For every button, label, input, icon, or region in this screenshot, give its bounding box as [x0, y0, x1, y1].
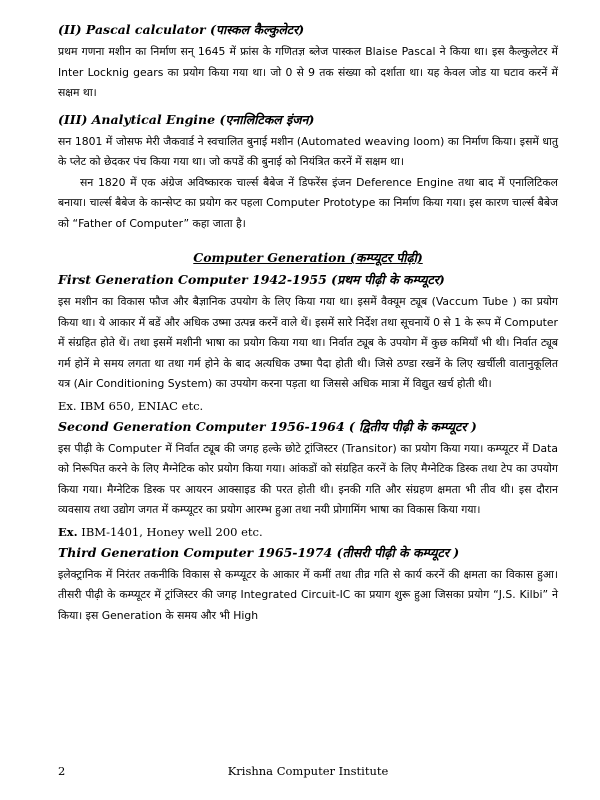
second-generation-example	[58, 521, 558, 543]
analytical-paragraph-2: सन 1820 में एक अंग्रेज अविष्कारक चार्ल्स बैबेज नें डिफरेंस इंजन Deference Engine तथा बाद में एनालिटिकल बनाया। चार्ल्स बैबेज के कान्सेप्ट का प्रयोग कर पहला Computer Prototype का निर्माण किया गया। इस कारण चार्ल्स बैबेज को “Father of Computer” कहा जाता है।	[58, 175, 558, 230]
pascal-paragraph: प्रथम गणना मशीन का निर्माण सन् 1645 में फ्रांस के गणितज्ञ ब्लेज पास्कल Blaise Pascal ने किया था। इस कैल्कुलेटर में Inter Locknig gears का प्रयोग किया गया था। जो 0 से 9 तक संख्या को दर्शाता था। यह केवल जोड या घटाव करनें में सक्षम था।	[58, 45, 558, 99]
example-text: IBM-1401, Honey well 200 etc.	[77, 524, 263, 539]
third-generation-heading: Third Generation Computer 1965-1974 (तीसरी पीढ़ी के कम्प्यूटर )	[58, 544, 460, 560]
pascal-heading: (II) Pascal calculator (पास्कल कैल्कुलेटर)	[58, 22, 305, 37]
generation-heading: Computer Generation (कम्प्यूटर पीढ़ी)	[193, 250, 423, 265]
analytical-paragraph-1: सन 1801 में जोसफ मेरी जैकवार्ड ने स्वचालित बुनाई मशीन (Automated weaving loom) का निर्माण किया। इसमें धातु के प्लेट को छेदकर पंच किया गया था। जो कपडें की बुनाई को नियंत्रित करनें में सक्षम था।	[58, 134, 558, 168]
first-generation-example: Ex. IBM 650, ENIAC etc.	[58, 398, 204, 413]
analytical-heading: (III) Analytical Engine (एनालिटिकल इंजन)	[58, 111, 315, 127]
first-generation-paragraph: इस मशीन का विकास फौज और बैज्ञानिक उपयोग के लिए किया गया था। इसमें वैक्यूम ट्यूब (Vaccum Tube ) का प्रयोग किया था। ये आकार में बडें और अधिक उष्मा उत्पन्न करनें वाले थें। इसमें सारे निर्देश तथा सूचनायें 0 से 1 के रूप में Computer में संग्रहित होते थें। तथा इसमें मशीनी भाषा का प्रयोग किया गया था। निर्वात ट्यूब के उपयोग में कुछ कमियाँ भी थी। निर्वात ट्यूब गर्म होनें मे समय लगता था तथा गर्म होने के बाद अत्यधिक उष्मा पैदा होती थी। जिसे ठण्डा रखनें के लिए खर्चीली वातानुकूलित यत्र (Air Conditioning System) का उपयोग करना पड़ता था जिससे अधिक मात्रा में विद्युत खर्च होती थी।	[58, 295, 558, 390]
page-number: 2	[58, 764, 66, 778]
example-label: Ex.	[58, 524, 78, 539]
page-footer	[58, 764, 558, 782]
second-generation-heading: Second Generation Computer 1956-1964 ( द्वितीय पीढ़ी के कम्प्यूटर )	[58, 418, 477, 434]
third-generation-paragraph: इलेक्ट्रानिक में निरंतर तकनीकि विकास से कम्प्यूटर के आकार में कमीं तथा तीव्र गति से कार्य करनें की क्षमता का विकास हुआ। तीसरी पीढ़ी के कम्प्यूटर में ट्रांजिस्टर की जगह Integrated Circuit-IC का प्रयाग शुरू हुआ जिसका प्रयोग “J.S. Kilbi” ने किया। इस Generation के समय और भी High	[58, 567, 558, 622]
document-page	[58, 20, 558, 626]
first-generation-heading: First Generation Computer 1942-1955 (प्रथम पीढ़ी के कम्प्यूटर)	[58, 272, 445, 287]
second-generation-paragraph: इस पीढ़ी के Computer में निर्वात ट्यूब की जगह हल्के छोटे ट्रांजिस्टर (Transitor) का प्रयोग किया गया। कम्प्यूटर में Data को निरूपित करने के लिए मैग्नेटिक कोर प्रयोग किया गया। आंकडों को संग्रहित करनें के लिए मैग्नेटिक डिस्क तथा टेप का उपयोग किया गया। मैग्नेटिक डिस्क पर आयरन आक्साइड की परत होती थी। इनकी गति और संग्रहण क्षमता भी तीव थी। इस दौरान व्यवसाय तथा उद्योग जगत में कम्प्यूटर का प्रयोग आरम्भ हुआ तथा नयी प्रोगामिंग भाषा का विकास किया गया।	[58, 441, 558, 516]
footer-text: Krishna Computer Institute	[227, 764, 389, 778]
